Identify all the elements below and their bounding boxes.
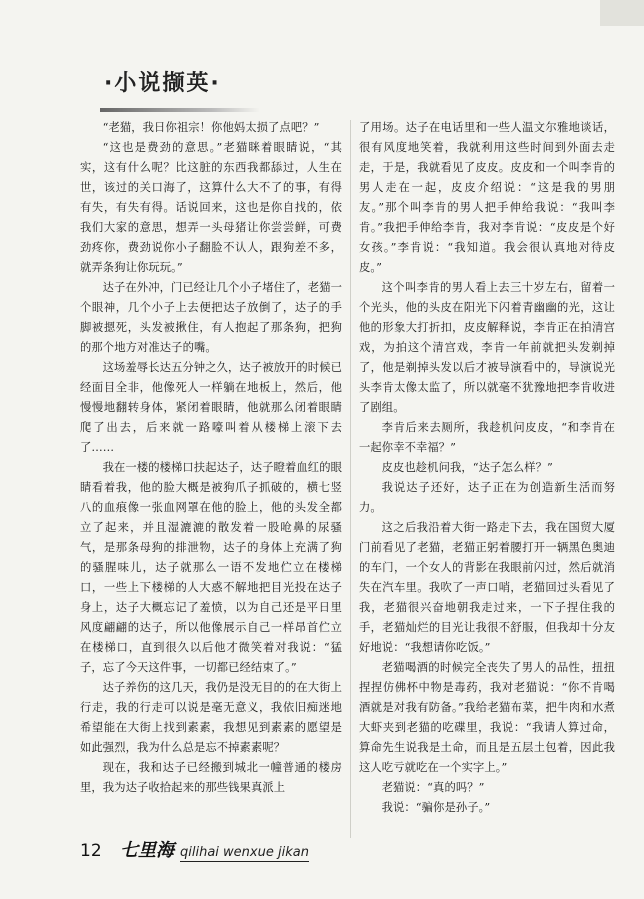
text-column-left <box>80 118 342 798</box>
paragraph: 现在，我和达子已经搬到城北一幢普通的楼房里，我为达子收拾起来的那些钱果真派上 <box>80 761 342 794</box>
paragraph: 这场羞辱长达五分钟之久，达子被放开的时候已经面目全非，他像死人一样躺在地板上，然后，他慢慢地翻转身体，紧闭着眼睛，他就那么闭着眼睛爬了出去，后来就一路嚎叫着从楼梯上滚下去了…… <box>80 361 342 454</box>
paragraph: 这个叫李肯的男人看上去三十岁左右，留着一个光头，他的头皮在阳光下闪着青幽幽的光，这让他的形象大打折扣，皮皮解释说，李肯正在拍清宫戏，为拍这个清宫戏，李肯一年前就把头发剃掉了，他是剃掉头发以后才被导演看中的，导演说光头李肯太像太监了，所以就毫不犹豫地把李肯收进了剧组。 <box>359 281 615 414</box>
column-divider <box>350 120 351 838</box>
section-title: ·小说撷英· <box>104 71 221 96</box>
paragraph: 皮皮也趁机问我，“达子怎么样？” <box>381 461 553 474</box>
paragraph: 老猫说：“真的吗？” <box>381 781 485 794</box>
magazine-logo: 七里海 <box>120 840 174 861</box>
page-number: 12 <box>80 841 102 861</box>
page-corner-mark <box>600 0 644 26</box>
paragraph: 达子在外冲，门已经让几个小子堵住了，老猫一个眼神，几个小子上去便把达子放倒了，达子的手脚被摁死，头发被揪住，有人抱起了那条狗，把狗的那个地方对准达子的嘴。 <box>80 281 342 354</box>
paragraph: 老猫喝酒的时候完全丧失了男人的品性，扭扭捏捏仿佛杯中物是毒药，我对老猫说：“你不肯喝酒就是对我有防备。”我给老猫布菜，把牛肉和水煮大虾夹到老猫的吃碟里，我说：“我请人算过命，算命先生说我是土命，而且是五层土包着，因此我这人吃亏就吃在一个实字上。” <box>359 661 615 774</box>
paragraph: 这之后我沿着大街一路走下去，我在国贸大厦门前看见了老猫，老猫正躬着腰打开一辆黑色奥迪的车门，一个女人的背影在我眼前闪过，然后就消失在汽车里。我吹了一声口哨，老猫回过头看见了我，老猫很兴奋地朝我走过来，一下子捏住我的手，老猫灿烂的目光让我很不舒服，但我却十分友好地说：“我想请你吃饭。” <box>359 521 615 654</box>
section-title-underline <box>100 108 260 112</box>
paragraph: 李肯后来去厕所，我趁机问皮皮，“和李肯在一起你幸不幸福？” <box>359 421 615 454</box>
paragraph: 我说达子还好，达子正在为创造新生活而努力。 <box>359 481 615 514</box>
text-column-right <box>359 118 615 818</box>
page-footer <box>80 836 309 861</box>
paragraph: “这也是费劲的意思。”老猫眯着眼睛说，“其实，这有什么呢？比这脏的东西我都舔过，人生在世，该过的关口海了，这算什么大不了的事，有得有失，有失有得。话说回来，这也是你自找的，依我们大家的意思，想弄一头母猪让你尝尝鲜，可费劲疼你，费劲说你小子翻脸不认人，跟狗差不多，就弄条狗让你玩玩。” <box>80 141 342 274</box>
magazine-latin-name: qilihai wenxue jikan <box>180 845 309 860</box>
paragraph: 我说：“骗你是孙子。” <box>381 801 491 814</box>
paragraph: 了用场。达子在电话里和一些人温文尔雅地谈话，很有风度地笑着，我就利用这些时间到外面去走走，于是，我就看见了皮皮。皮皮和一个叫李肯的男人走在一起，皮皮介绍说：“这是我的男朋友。”那个叫李肯的男人把手伸给我说：“我叫李肯。”我把手伸给李肯，我对李肯说：“皮皮是个好女孩。”李肯说：“我知道。我会很认真地对待皮皮。” <box>359 121 615 274</box>
paragraph: “老猫，我日你祖宗！你他妈太损了点吧？” <box>102 121 320 134</box>
paragraph: 我在一楼的楼梯口扶起达子，达子瞪着血红的眼睛看着我，他的脸大概是被狗爪子抓破的，横七竖八的血痕像一张血网罩在他的脸上，他的头发全都立了起来，并且湿漉漉的散发着一股呛鼻的尿骚气，是那条母狗的排泄物，达子的身体上充满了狗的骚腥味儿，达子就那么一语不发地伫立在楼梯口，一些上下楼梯的人大惑不解地把目光投在达子身上，达子大概忘记了羞愤，以为自己还是平日里风度翩翩的达子，所以他像展示自己一样昂首伫立在楼梯口，直到很久以后他才微笑着对我说：“猛子，忘了今天这件事，一切都已经结束了。” <box>80 461 342 674</box>
paragraph: 达子养伤的这几天，我仍是没无目的的在大街上行走，我的行走可以说是毫无意义，我依旧痴迷地希望能在大街上找到素素，我想见到素素的愿望是如此强烈，我为什么总是忘不掉素素呢？ <box>80 681 342 754</box>
